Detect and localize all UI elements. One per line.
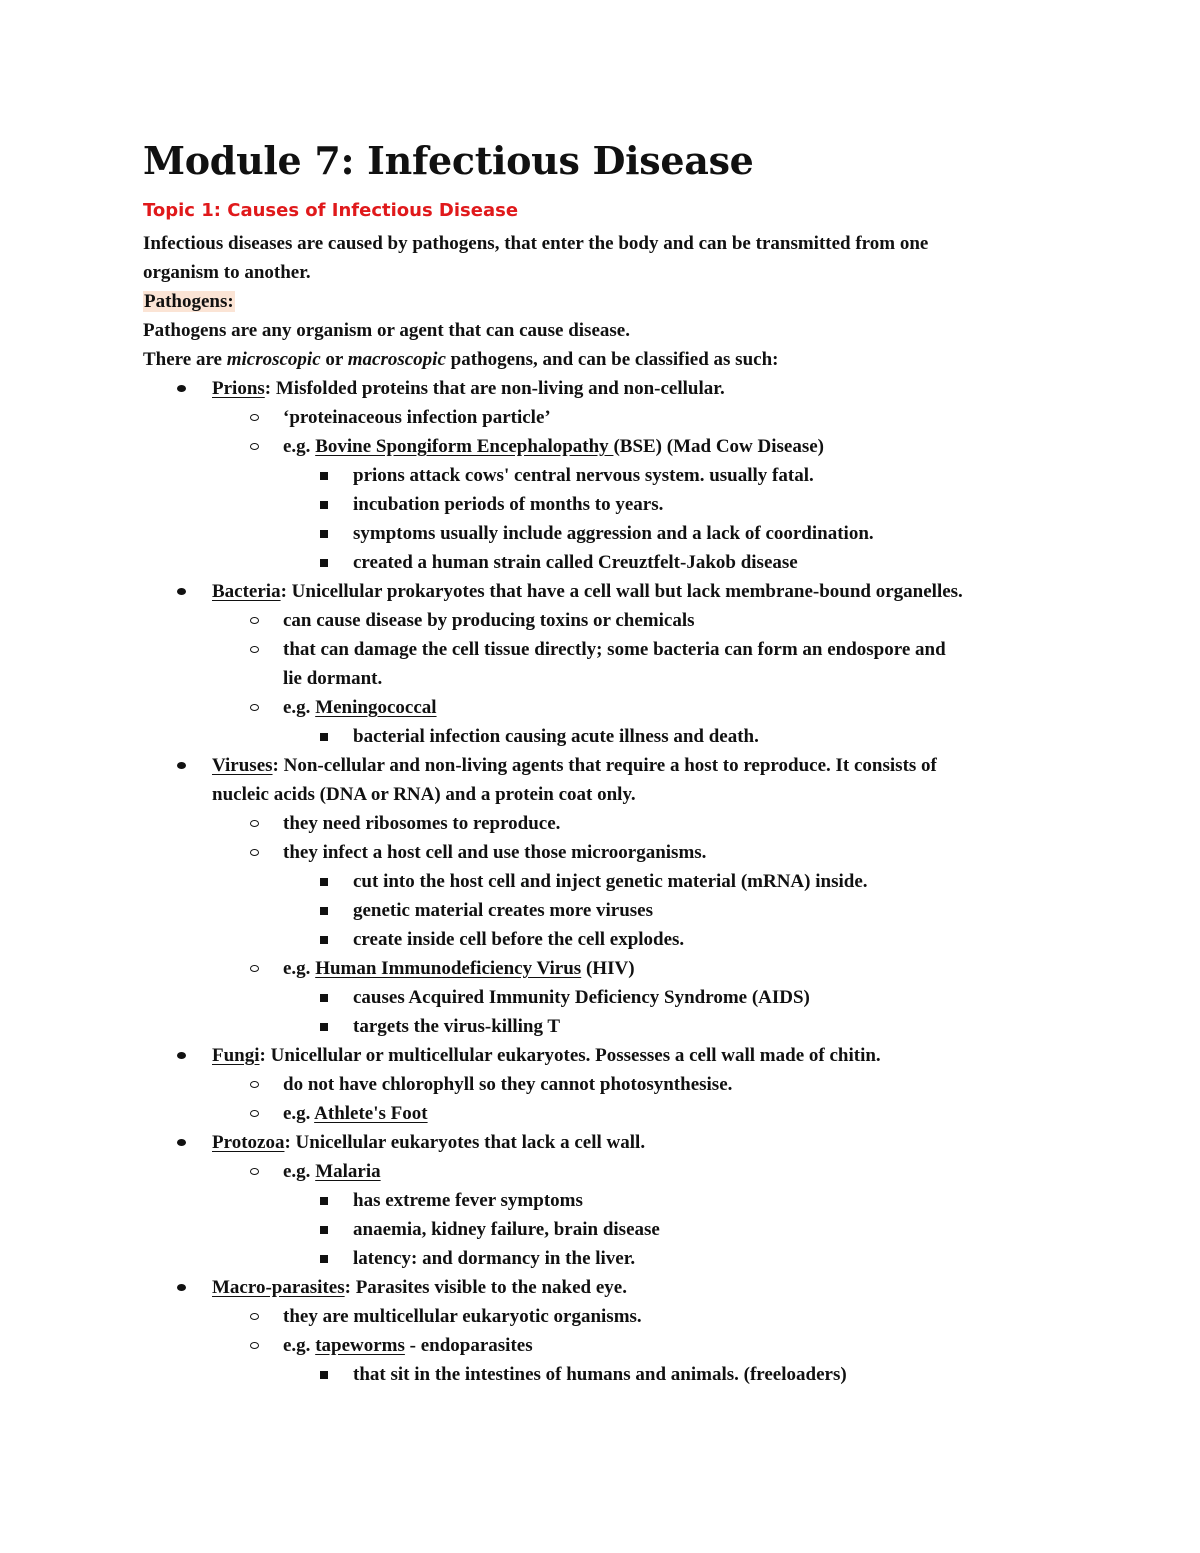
list-item-continued: lie dormant. bbox=[283, 668, 383, 689]
list-item: prions attack cows' central nervous system. usually fatal. bbox=[353, 465, 814, 486]
list-item: create inside cell before the cell explodes. bbox=[353, 929, 685, 950]
term-desc: : Unicellular eukaryotes that lack a cell wall. bbox=[284, 1132, 646, 1153]
list-item-macro-parasites bbox=[212, 1273, 627, 1302]
list-item: latency: and dormancy in the liver. bbox=[353, 1248, 636, 1269]
list-item-protozoa bbox=[212, 1128, 645, 1157]
text-run: There are bbox=[143, 349, 227, 370]
page-title: Module 7: Infectious Disease bbox=[143, 138, 754, 183]
term-link: Macro-parasites bbox=[212, 1277, 345, 1298]
list-item-continued: nucleic acids (DNA or RNA) and a protein coat only. bbox=[212, 784, 636, 805]
disc-bullet-icon bbox=[177, 1052, 186, 1059]
list-item: bacterial infection causing acute illness and death. bbox=[353, 726, 759, 747]
circle-bullet-icon bbox=[250, 965, 259, 972]
topic-heading: Topic 1: Causes of Infectious Disease bbox=[143, 200, 519, 221]
disc-bullet-icon bbox=[177, 588, 186, 595]
text-run: pathogens, and can be classified as such: bbox=[445, 349, 779, 370]
text-run: (BSE) (Mad Cow Disease) bbox=[613, 436, 825, 457]
list-item: that can damage the cell tissue directly; some bacteria can form an endospore and bbox=[283, 639, 946, 660]
example-term: Human Immunodeficiency Virus bbox=[315, 958, 582, 979]
text-run: e.g. bbox=[283, 1161, 316, 1182]
term-desc: : Non-cellular and non-living agents that require a host to reproduce. It consists of bbox=[272, 755, 937, 776]
circle-bullet-icon bbox=[250, 646, 259, 653]
square-bullet-icon bbox=[320, 994, 328, 1002]
term-link: Bacteria bbox=[212, 581, 281, 602]
italic-run: microscopic bbox=[226, 349, 321, 370]
example-term: Malaria bbox=[315, 1161, 381, 1182]
classification-line bbox=[143, 345, 778, 374]
example-term: tapeworms bbox=[315, 1335, 405, 1356]
disc-bullet-icon bbox=[177, 762, 186, 769]
text-run: e.g. bbox=[283, 697, 316, 718]
term-desc: : Unicellular or multicellular eukaryotes. Possesses a cell wall made of chitin. bbox=[259, 1045, 881, 1066]
text-run: e.g. bbox=[283, 1103, 315, 1124]
text-run: e.g. bbox=[283, 958, 316, 979]
list-item: do not have chlorophyll so they cannot photosynthesise. bbox=[283, 1074, 733, 1095]
square-bullet-icon bbox=[320, 1023, 328, 1031]
term-link: Protozoa bbox=[212, 1132, 285, 1153]
square-bullet-icon bbox=[320, 1197, 328, 1205]
list-item: created a human strain called Creuztfelt-Jakob disease bbox=[353, 552, 798, 573]
square-bullet-icon bbox=[320, 1226, 328, 1234]
list-item bbox=[283, 1157, 381, 1186]
list-item: cut into the host cell and inject genetic material (mRNA) inside. bbox=[353, 871, 868, 892]
circle-bullet-icon bbox=[250, 443, 259, 450]
list-item: symptoms usually include aggression and a lack of coordination. bbox=[353, 523, 874, 544]
square-bullet-icon bbox=[320, 907, 328, 915]
list-item bbox=[283, 1099, 428, 1128]
list-item: incubation periods of months to years. bbox=[353, 494, 664, 515]
list-item-prions bbox=[212, 374, 725, 403]
square-bullet-icon bbox=[320, 1371, 328, 1379]
example-term: Athlete's Foot bbox=[314, 1103, 428, 1124]
list-item: genetic material creates more viruses bbox=[353, 900, 654, 921]
list-item: causes Acquired Immunity Deficiency Syndrome (AIDS) bbox=[353, 987, 810, 1008]
disc-bullet-icon bbox=[177, 1284, 186, 1291]
square-bullet-icon bbox=[320, 936, 328, 944]
term-link: Prions bbox=[212, 378, 265, 399]
square-bullet-icon bbox=[320, 530, 328, 538]
term-desc: : Misfolded proteins that are non-living and non-cellular. bbox=[264, 378, 725, 399]
circle-bullet-icon bbox=[250, 414, 259, 421]
circle-bullet-icon bbox=[250, 617, 259, 624]
list-item bbox=[283, 693, 437, 722]
square-bullet-icon bbox=[320, 472, 328, 480]
square-bullet-icon bbox=[320, 733, 328, 741]
highlighted-heading: Pathogens: bbox=[144, 291, 234, 312]
text-run: e.g. bbox=[283, 1335, 316, 1356]
list-item: anaemia, kidney failure, brain disease bbox=[353, 1219, 660, 1240]
circle-bullet-icon bbox=[250, 704, 259, 711]
pathogens-heading bbox=[143, 287, 235, 316]
list-item bbox=[283, 432, 824, 461]
circle-bullet-icon bbox=[250, 1313, 259, 1320]
list-item-bacteria bbox=[212, 577, 963, 606]
circle-bullet-icon bbox=[250, 1342, 259, 1349]
list-item: can cause disease by producing toxins or chemicals bbox=[283, 610, 695, 631]
circle-bullet-icon bbox=[250, 1081, 259, 1088]
text-run: - endoparasites bbox=[404, 1335, 533, 1356]
list-item: that sit in the intestines of humans and animals. (freeloaders) bbox=[353, 1364, 847, 1385]
square-bullet-icon bbox=[320, 878, 328, 886]
definition-line: Pathogens are any organism or agent that can cause disease. bbox=[143, 320, 630, 341]
list-item: has extreme fever symptoms bbox=[353, 1190, 583, 1211]
italic-run: macroscopic bbox=[347, 349, 446, 370]
intro-line-2: organism to another. bbox=[143, 262, 311, 283]
example-term: Meningococcal bbox=[315, 697, 437, 718]
list-item-fungi bbox=[212, 1041, 881, 1070]
term-link: Viruses bbox=[212, 755, 273, 776]
list-item bbox=[283, 954, 635, 983]
intro-line-1: Infectious diseases are caused by pathogens, that enter the body and can be transmitted from one bbox=[143, 233, 929, 254]
square-bullet-icon bbox=[320, 559, 328, 567]
term-desc: : Parasites visible to the naked eye. bbox=[344, 1277, 627, 1298]
disc-bullet-icon bbox=[177, 385, 186, 392]
list-item: they are multicellular eukaryotic organisms. bbox=[283, 1306, 642, 1327]
circle-bullet-icon bbox=[250, 849, 259, 856]
list-item bbox=[283, 1331, 533, 1360]
text-run: or bbox=[320, 349, 348, 370]
term-desc: : Unicellular prokaryotes that have a cell wall but lack membrane-bound organelles. bbox=[280, 581, 963, 602]
circle-bullet-icon bbox=[250, 1110, 259, 1117]
disc-bullet-icon bbox=[177, 1139, 186, 1146]
term-link: Fungi bbox=[212, 1045, 260, 1066]
list-item: they infect a host cell and use those microorganisms. bbox=[283, 842, 707, 863]
example-term: Bovine Spongiform Encephalopathy bbox=[315, 436, 614, 457]
list-item: targets the virus-killing T bbox=[353, 1016, 561, 1037]
list-item: ‘proteinaceous infection particle’ bbox=[283, 407, 551, 428]
text-run: (HIV) bbox=[581, 958, 635, 979]
square-bullet-icon bbox=[320, 501, 328, 509]
square-bullet-icon bbox=[320, 1255, 328, 1263]
circle-bullet-icon bbox=[250, 820, 259, 827]
circle-bullet-icon bbox=[250, 1168, 259, 1175]
text-run: e.g. bbox=[283, 436, 316, 457]
list-item: they need ribosomes to reproduce. bbox=[283, 813, 561, 834]
list-item-viruses bbox=[212, 751, 937, 780]
